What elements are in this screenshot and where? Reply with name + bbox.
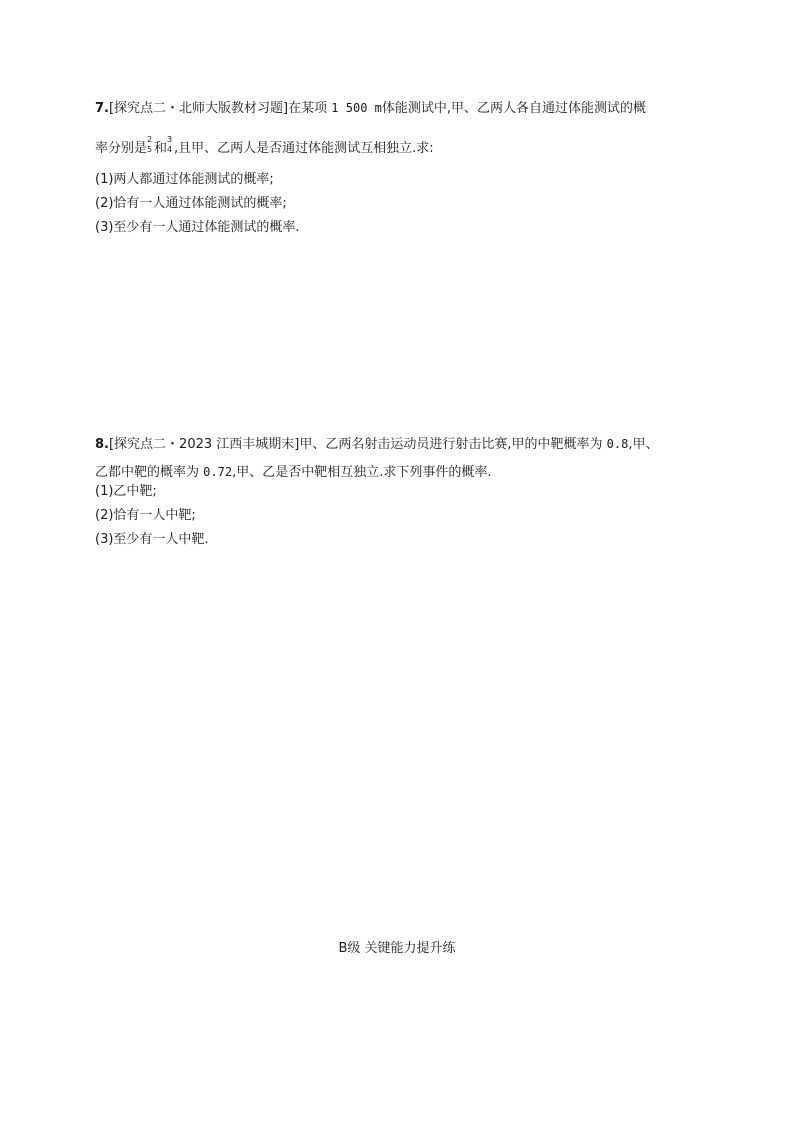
q8-value-1: 0.8 xyxy=(606,437,629,451)
q7-and: 和 xyxy=(154,141,168,156)
fraction-2-denominator: 4 xyxy=(167,145,173,154)
section-heading: B级 关键能力提升练 xyxy=(338,941,456,956)
q8-item-2: (2)恰有一人中靶; xyxy=(95,508,196,523)
fraction-1-numerator: 2 xyxy=(147,135,153,144)
q7-item-1: (1)两人都通过体能测试的概率; xyxy=(95,172,274,187)
q8-item-3: (3)至少有一人中靶. xyxy=(95,532,209,547)
q8-line2-text-b: ,甲、乙是否中靶相互独立.求下列事件的概率. xyxy=(232,465,492,480)
q7-distance: 1 500 m xyxy=(331,101,382,115)
q8-number: 8. xyxy=(95,437,109,452)
q8-line2-text-a: 乙都中靶的概率为 xyxy=(95,465,200,480)
q7-item-3: (3)至少有一人通过体能测试的概率. xyxy=(95,220,300,235)
q7-item-2: (2)恰有一人通过体能测试的概率; xyxy=(95,196,287,211)
q8-value-2: 0.72 xyxy=(203,465,233,479)
q8-item-1: (1)乙中靶; xyxy=(95,484,157,499)
q7-fraction-1 xyxy=(147,135,154,158)
q8-text-b: ,甲、 xyxy=(628,437,659,452)
q7-source-tag: [探究点二・北师大版教材习题] xyxy=(108,101,289,116)
q7-line-2 xyxy=(95,135,434,158)
q7-text-b: 体能测试中,甲、乙两人各自通过体能测试的概 xyxy=(381,101,647,116)
q7-line2-text-a: 率分别是 xyxy=(95,141,148,156)
q8-text-a: 甲、乙两名射击运动员进行射击比赛,甲的中靶概率为 xyxy=(299,437,603,452)
fraction-1-denominator: 5 xyxy=(147,145,153,154)
q7-line-1 xyxy=(95,99,646,118)
q8-source-tag: [探究点二・2023 江西丰城期末] xyxy=(108,437,300,452)
q7-text-a: 在某项 xyxy=(288,101,328,116)
q7-line2-text-b: ,且甲、乙两人是否通过体能测试互相独立.求: xyxy=(174,141,434,156)
q8-line-2 xyxy=(95,463,491,482)
q8-line-1 xyxy=(95,435,658,454)
q7-number: 7. xyxy=(95,101,109,116)
q7-fraction-2 xyxy=(167,135,174,158)
fraction-2-numerator: 3 xyxy=(167,135,173,144)
